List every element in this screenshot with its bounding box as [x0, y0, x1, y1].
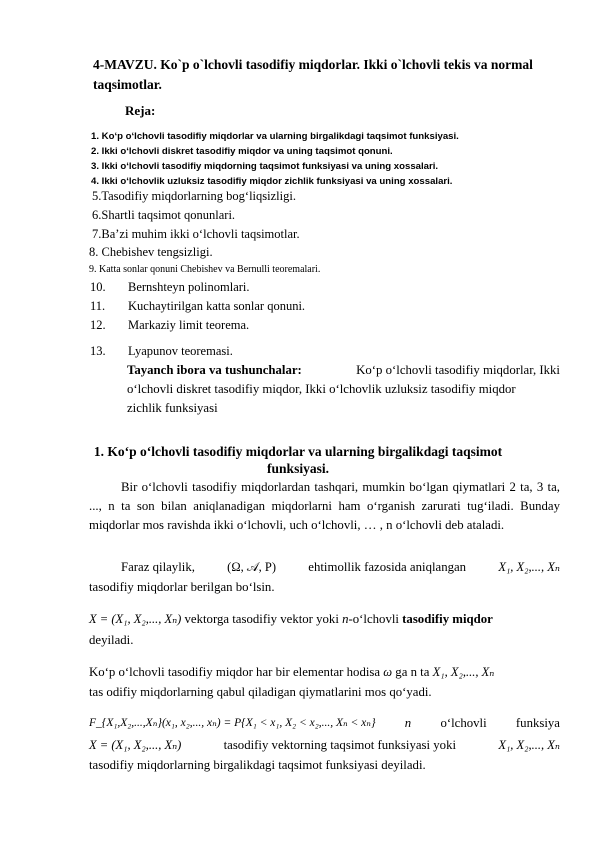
paragraph-vector-line1 — [89, 610, 560, 629]
section-title-line2: funksiyasi. — [267, 461, 329, 476]
paragraph-distribution-line1 — [89, 714, 560, 733]
plan-item-text: Kuchaytirilgan katta sonlar qonuni. — [128, 299, 306, 313]
mapping-text: Ko‘p o‘lchovli tasodifiy miqdor har bir elementar hodisa — [89, 665, 381, 679]
mapping-text-2: ga n ta — [395, 665, 430, 679]
keywords-line1 — [127, 361, 560, 380]
paragraph-suppose-line2: tasodifiy miqdorlar berilgan bo‘lsin. — [89, 580, 275, 594]
plan-item-text: Markaziy limit teorema. — [128, 318, 250, 332]
random-variables-formula: X₁, X₂,..., Xₙ — [498, 560, 560, 574]
suppose-text-2: ehtimollik fazosida aniqlangan — [308, 560, 467, 574]
plan-item-2: 2. Ikki o‘lchovli diskret tasodifiy miqdor va uning taqsimot qonuni. — [91, 146, 393, 157]
section-title-line1: 1. Ko‘p o‘lchovli tasodifiy miqdorlar va ularning birgalikdagi taqsimot — [93, 444, 503, 459]
keywords-label: Tayanch ibora va tushunchalar: — [127, 363, 302, 377]
keywords-text-1: Ko‘p o‘lchovli tasodifiy miqdorlar, Ikki — [356, 363, 560, 377]
keywords-line3: zichlik funksiyasi — [127, 401, 218, 415]
distribution-vars-formula: X₁, X₂,..., Xₙ — [498, 738, 560, 752]
plan-item-10 — [90, 280, 250, 295]
distribution-text-2: funksiya — [515, 716, 560, 730]
plan-item-number: 12. — [90, 318, 106, 332]
section-title — [60, 443, 536, 477]
paragraph-mapping-line1 — [89, 663, 560, 682]
topic-title-line1: 4-MAVZU. Ko`p o`lchovli tasodifiy miqdorlar. Ikki o`lchovli tekis va normal — [93, 57, 533, 72]
plan-item-1: 1. Ko‘p o‘lchovli tasodifiy miqdorlar va ularning birgalikdagi taqsimot funksiyasi. — [91, 131, 459, 142]
mapping-vars-formula: X₁, X₂,..., Xₙ — [432, 665, 495, 679]
plan-item-text: Bernshteyn polinomlari. — [128, 280, 250, 294]
plan-item-3: 3. Ikki o‘lchovli tasodifiy miqdorning taqsimot funksiyasi va uning xossalari. — [91, 161, 439, 172]
paragraph-vector-line2: deyiladi. — [89, 633, 134, 647]
paragraph-intro: Bir o‘lchovli tasodifiy miqdorlardan tashqari, mumkin bo‘lgan qiymatlari 2 ta, 3 ta, ..., n ta son bilan aniqlanadigan miqdorlarni ham o‘rganish zarurati tug‘iladi. Bunday miqdorlar mos ravishda ikki o‘lchovli, uch o‘lchovli, … , n o‘lchovli deb ataladi. — [89, 480, 560, 532]
plan-item-number: 11. — [90, 299, 106, 313]
distribution-text: o‘lchovli — [440, 716, 487, 730]
n-symbol: n — [342, 612, 349, 626]
vector-text-2: -o‘lchovli — [348, 612, 399, 626]
vector-bold-term: tasodifiy miqdor — [402, 612, 493, 626]
plan-item-9: 9. Katta sonlar qonuni Chebishev va Bernulli teoremalari. — [89, 264, 321, 275]
suppose-text: Faraz qilaylik, — [121, 560, 195, 574]
paragraph-distribution-line2 — [89, 736, 560, 755]
distribution-text-3: tasodifiy vektorning taqsimot funksiyasi yoki — [223, 738, 457, 752]
vector-formula: X = (X₁, X₂,..., Xₙ) — [89, 612, 182, 626]
topic-title-line2: taqsimotlar. — [93, 77, 162, 92]
plan-item-number: 13. — [90, 344, 106, 358]
plan-item-11 — [90, 299, 305, 314]
plan-item-5: 5.Tasodifiy miqdorlarning bog‘liqsizligi. — [92, 189, 296, 203]
distribution-function-formula: F_{X₁,X₂,...,Xₙ}(x₁, x₂,..., xₙ) = P{X₁ < x₁, X₂ < x₂,..., Xₙ < xₙ} — [89, 717, 376, 729]
plan-item-13 — [90, 344, 233, 359]
plan-item-number: 10. — [90, 280, 106, 294]
n-symbol-2: n — [404, 716, 412, 730]
plan-item-4: 4. Ikki o‘lchovlik uzluksiz tasodifiy miqdor zichlik funksiyasi va uning xossalari. — [91, 176, 453, 187]
omega-symbol: ω — [383, 665, 393, 679]
keywords-line2: o‘lchovli diskret tasodifiy miqdor, Ikki o‘lchovlik uzluksiz tasodifiy miqdor — [127, 382, 516, 396]
paragraph-mapping-line2: tas odifiy miqdorlarning qabul qiladigan qiymatlarini mos qo‘yadi. — [89, 685, 432, 699]
vector-formula-2: X = (X₁, X₂,..., Xₙ) — [89, 738, 182, 752]
paragraph-distribution-line3: tasodifiy miqdorlarning birgalikdagi taqsimot funksiyasi deyiladi. — [89, 758, 426, 772]
paragraph-suppose-line1 — [121, 558, 560, 577]
plan-item-7: 7.Ba’zi muhim ikki o‘lchovli taqsimotlar. — [92, 227, 300, 241]
plan-item-12 — [90, 318, 249, 333]
probability-space-formula: (Ω, 𝒜, P) — [227, 560, 277, 574]
plan-item-text: Lyapunov teoremasi. — [128, 344, 233, 358]
plan-item-6: 6.Shartli taqsimot qonunlari. — [92, 208, 236, 222]
plan-label: Reja: — [125, 103, 156, 118]
plan-item-8: 8. Chebishev tengsizligi. — [89, 245, 213, 259]
vector-text: vektorga tasodifiy vektor yoki — [184, 612, 339, 626]
